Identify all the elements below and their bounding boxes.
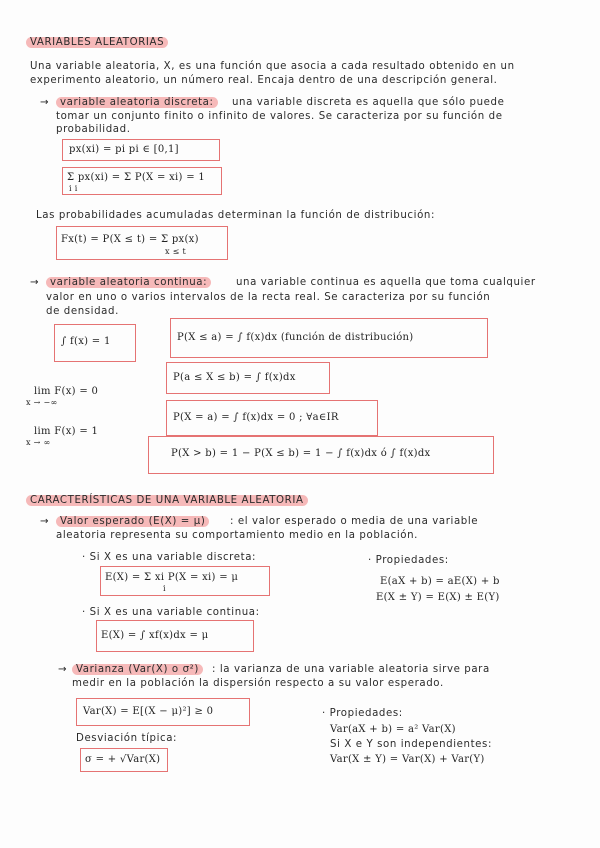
formula: P(X = a) = ∫ f(x)dx = 0 ; ∀a∈IR: [173, 412, 339, 423]
limit-subscript: x → ∞: [26, 438, 51, 447]
definition-text: una variable discreta es aquella que sólo puede: [232, 97, 505, 108]
property: Var(X ± Y) = Var(X) + Var(Y): [330, 754, 485, 765]
formula: σ = + √Var(X): [85, 754, 161, 765]
formula-box: [148, 436, 494, 474]
term-highlight: variable aleatoria discreta:: [56, 97, 218, 108]
arrow-icon: →: [40, 516, 50, 527]
property: Var(aX + b) = a² Var(X): [330, 724, 456, 735]
definition-text: medir en la población la dispersión respecto a su valor esperado.: [72, 678, 444, 689]
body-text: · Si X es una variable discreta:: [82, 552, 257, 563]
limit-formula: lim F(x) = 1: [34, 426, 99, 437]
intro-text: Una variable aleatoria, X, es una función que asocia a cada resultado obtenido en un: [30, 61, 515, 72]
definition-text: probabilidad.: [56, 124, 131, 135]
formula: E(X) = ∫ xf(x)dx = μ: [101, 630, 209, 641]
formula-box: [54, 324, 136, 362]
property: E(aX + b) = aE(X) + b: [380, 576, 500, 587]
properties-title: · Propiedades:: [368, 555, 449, 566]
label-text: Desviación típica:: [76, 733, 178, 744]
body-text: · Si X es una variable continua:: [82, 607, 260, 618]
formula-box: [166, 400, 378, 436]
formula-box: [76, 698, 250, 726]
formula-box: [80, 748, 168, 772]
formula-box: [96, 620, 254, 652]
arrow-icon: →: [40, 97, 50, 108]
formula-box: [166, 362, 330, 394]
formula: ∫ f(x) = 1: [61, 336, 111, 347]
definition-text: tomar un conjunto finito o infinito de valores. Se caracteriza por su función de: [56, 111, 503, 122]
definition-text: valor en uno o varios intervalos de la recta real. Se caracteriza por su función: [46, 292, 491, 303]
definition-text: : la varianza de una variable aleatoria sirve para: [212, 664, 490, 675]
definition-text: una variable continua es aquella que toma cualquier: [236, 277, 536, 288]
intro-text: experimento aleatorio, un número real. Encaja dentro de una descripción general.: [30, 75, 498, 86]
arrow-icon: →: [30, 277, 40, 288]
formula: Fx(t) = P(X ≤ t) = Σ px(x): [61, 234, 199, 245]
property: E(X ± Y) = E(X) ± E(Y): [376, 592, 500, 603]
term-highlight: variable aleatoria continua:: [46, 277, 211, 288]
definition-text: aleatoria representa su comportamiento medio en la población.: [56, 530, 419, 541]
formula: px(xi) = pi pi ∈ [0,1]: [69, 144, 179, 155]
property: Si X e Y son independientes:: [330, 739, 492, 750]
formula: P(X > b) = 1 − P(X ≤ b) = 1 − ∫ f(x)dx ó ∫ f(x)dx: [171, 448, 431, 459]
formula: P(a ≤ X ≤ b) = ∫ f(x)dx: [173, 372, 296, 383]
formula-box: [170, 318, 488, 358]
formula: E(X) = Σ xi P(X = xi) = μ: [105, 572, 239, 583]
formula: Var(X) = E[(X − μ)²] ≥ 0: [83, 706, 214, 717]
section-title: CARACTERÍSTICAS DE UNA VARIABLE ALEATORIA: [26, 495, 308, 506]
formula-subscript: i: [163, 584, 166, 593]
definition-text: de densidad.: [46, 306, 119, 317]
formula-subscript: x ≤ t: [165, 247, 187, 256]
formula-box: [100, 566, 270, 596]
limit-subscript: x → −∞: [26, 398, 58, 407]
formula: P(X ≤ a) = ∫ f(x)dx (función de distribución): [177, 332, 414, 343]
formula-box: [56, 226, 228, 260]
formula-box: [62, 167, 222, 195]
body-text: Las probabilidades acumuladas determinan la función de distribución:: [36, 210, 435, 221]
formula: Σ px(xi) = Σ P(X = xi) = 1: [67, 172, 206, 183]
formula-box: [62, 139, 220, 161]
limit-formula: lim F(x) = 0: [34, 386, 99, 397]
term-highlight: Valor esperado (E(X) = μ): [56, 516, 209, 527]
properties-title: · Propiedades:: [322, 708, 403, 719]
section-title: VARIABLES ALEATORIAS: [26, 37, 168, 48]
definition-text: : el valor esperado o media de una variable: [230, 516, 479, 527]
arrow-icon: →: [58, 664, 68, 675]
formula-subscript: i i: [69, 184, 78, 193]
term-highlight: Varianza (Var(X) o σ²): [72, 664, 203, 675]
